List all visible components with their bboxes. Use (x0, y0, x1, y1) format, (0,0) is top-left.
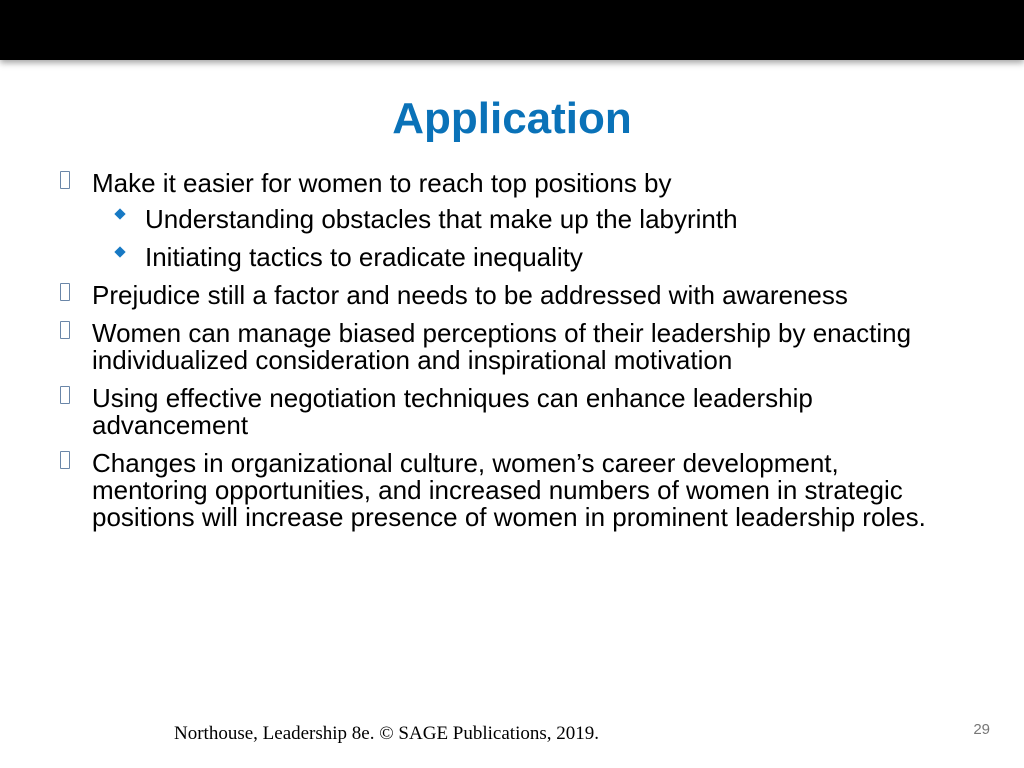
bullet-text: Women can manage biased perceptions of their leadership by enacting individualized consideration and inspirational motivation (92, 318, 912, 375)
open-square-bullet-icon (60, 451, 70, 469)
bullet-item (60, 385, 960, 439)
sub-bullet-text: Initiating tactics to eradicate inequality (145, 242, 583, 272)
sub-bullet-item (92, 206, 960, 233)
bullet-item (60, 320, 960, 374)
page-number: 29 (973, 721, 990, 738)
bullet-item (60, 450, 960, 531)
footer-citation: Northouse, Leadership 8e. © SAGE Publications, 2019. (174, 723, 599, 744)
top-bar (0, 0, 1024, 60)
sub-bullet-item (92, 244, 960, 271)
bullet-item (60, 282, 960, 309)
bullet-text: Make it easier for women to reach top positions by (92, 168, 672, 198)
open-square-bullet-icon (60, 321, 70, 339)
bullet-item (60, 170, 960, 271)
open-square-bullet-icon (60, 386, 70, 404)
sub-bullet-text: Understanding obstacles that make up the labyrinth (145, 204, 738, 234)
bullet-text: Using effective negotiation techniques can enhance leadership advancement (92, 383, 813, 440)
bullet-list (60, 170, 960, 542)
open-square-bullet-icon (60, 171, 70, 189)
bullet-text: Changes in organizational culture, women’s career development, mentoring opportunities, and increased numbers of women in strategic positions will increase presence of women in prominent leadership roles. (92, 448, 926, 532)
open-square-bullet-icon (60, 283, 70, 301)
diamond-bullet-icon (114, 246, 125, 257)
slide-title: Application (392, 94, 632, 143)
sub-bullet-list (92, 206, 960, 271)
bullet-text: Prejudice still a factor and needs to be addressed with awareness (92, 280, 848, 310)
diamond-bullet-icon (114, 208, 125, 219)
